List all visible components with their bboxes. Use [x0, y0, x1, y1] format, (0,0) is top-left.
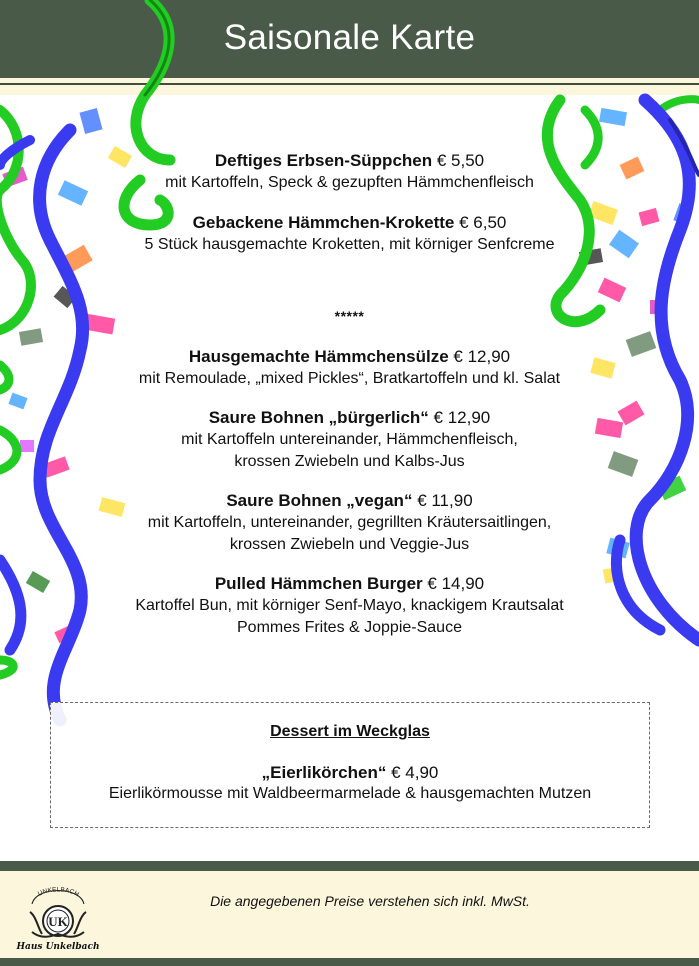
item-description: mit Kartoffeln, untereinander, gegrillten Kräutersaitlingen,: [147, 514, 552, 531]
menu-item-bohnen-vegan: [0, 490, 699, 556]
page-title: Saisonale Karte: [223, 18, 476, 57]
dessert-box: [50, 702, 650, 828]
item-price: € 5,50: [436, 151, 485, 170]
footer-band: [0, 871, 699, 958]
item-description: Pommes Frites & Joppie-Sauce: [237, 619, 462, 636]
item-name: Hausgemachte Hämmchensülze: [188, 347, 449, 366]
header-band: [0, 0, 699, 78]
item-description: 5 Stück hausgemachte Kroketten, mit körniger Senfcreme: [144, 236, 555, 253]
item-name: Deftiges Erbsen-Süppchen: [214, 151, 433, 170]
logo-name: Haus Unkelbach: [16, 942, 100, 952]
item-price: € 6,50: [459, 213, 507, 232]
section-separator: *****: [334, 308, 365, 324]
item-description: mit Kartoffeln, Speck & gezupften Hämmchenfleisch: [165, 174, 534, 191]
tax-note: Die angegebenen Preise verstehen sich inkl. MwSt.: [210, 893, 530, 909]
menu-item-suelze: [0, 346, 699, 390]
item-description: krossen Zwiebeln und Veggie-Jus: [229, 536, 470, 553]
item-description: mit Kartoffeln untereinander, Hämmchenfleisch,: [181, 431, 518, 448]
header-cream-band: [0, 78, 699, 95]
dessert-price: € 4,90: [391, 763, 439, 782]
menu-item-burger: [0, 573, 699, 639]
header-rule: [0, 83, 699, 85]
dessert-name: „Eierlikörchen“: [261, 763, 387, 782]
item-description: Kartoffel Bun, mit körniger Senf-Mayo, knackigem Krautsalat: [135, 597, 564, 614]
item-name: Gebackene Hämmchen-Krokette: [192, 213, 455, 232]
item-description: krossen Zwiebeln und Kalbs-Jus: [234, 453, 465, 470]
logo-initials: UK: [48, 914, 68, 929]
logo-arc-text: UNKELBACH: [36, 886, 81, 899]
item-price: € 12,90: [433, 408, 491, 427]
dessert-description: Eierlikörmousse mit Waldbeermarmelade & hausgemachten Mutzen: [108, 785, 592, 802]
footer-rule-bottom: [0, 958, 699, 966]
menu-list: [0, 150, 699, 639]
item-description: mit Remoulade, „mixed Pickles“, Bratkartoffeln und kl. Salat: [138, 370, 561, 387]
menu-item-krokette: [0, 212, 699, 256]
item-price: € 11,90: [417, 491, 473, 510]
item-name: Saure Bohnen „bürgerlich“: [208, 408, 429, 427]
item-price: € 12,90: [453, 347, 511, 366]
item-price: € 14,90: [427, 574, 485, 593]
menu-item-bohnen-buergerlich: [0, 407, 699, 473]
dessert-heading: Dessert im Weckglas: [270, 723, 430, 740]
menu-item-erbsen: [0, 150, 699, 194]
footer-rule-top: [0, 861, 699, 871]
item-name: Saure Bohnen „vegan“: [226, 491, 413, 510]
item-name: Pulled Hämmchen Burger: [214, 574, 423, 593]
